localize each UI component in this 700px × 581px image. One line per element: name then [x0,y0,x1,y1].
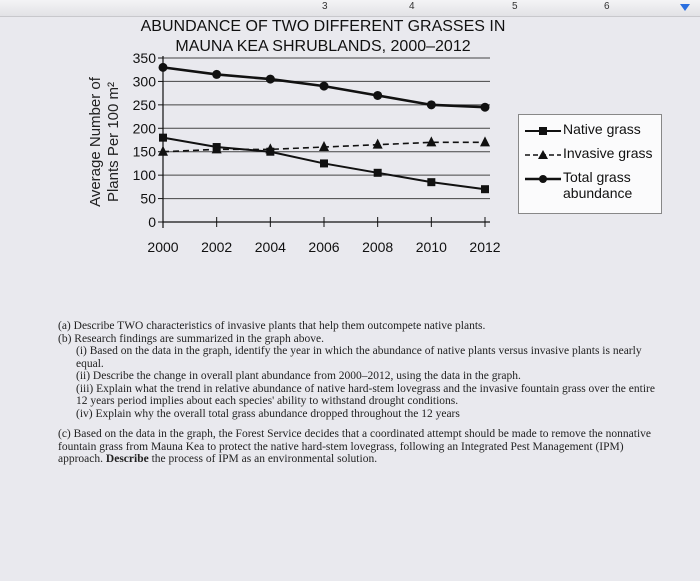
data-point-total [212,70,221,79]
y-tick-label: 0 [148,214,156,230]
question-c-describe-rest: the process of IPM as an environmental solution. [148,453,378,465]
question-c [58,428,668,466]
y-axis-label-line-1: Average Number of [87,77,104,207]
grid [163,58,490,199]
legend-label-total: Total grass abundance [563,169,633,201]
y-tick-label: 100 [132,167,156,184]
y-tick-label: 300 [132,73,156,90]
legend [518,114,662,214]
question-text [58,320,668,466]
data-point-total [159,63,168,72]
question-b-ii: (ii) Describe the change in overall plant abundance from 2000–2012, using the data in the graph. [76,370,521,382]
ruler-number: 6 [604,1,610,12]
chart-title-line-1: ABUNDANCE OF TWO DIFFERENT GRASSES IN [140,18,506,35]
data-point-invasive [319,141,329,151]
legend-item-total [523,169,632,201]
question-c-describe-keyword: Describe [105,453,149,465]
x-tick-label: 2004 [254,239,286,255]
legend-label-native: Native grass [563,121,641,137]
legend-swatch-native [523,125,563,137]
y-tick-label: 350 [132,50,156,66]
question-c-body: (c) Based on the data in the graph, the Forest Service decides that a coordinated attempt should be made to remove the nonnative fountain grass from Mauna Kea to protect the native hard-stem lovegrass, following an Integrated Pest Management (IPM) approach. [58,428,652,465]
x-tick-label: 2000 [147,239,179,255]
y-tick-label: 50 [140,190,156,207]
legend-swatch-total [523,173,563,185]
data-point-native [374,169,382,177]
question-b-i: (i) Based on the data in the graph, identify the year in which the abundance of native plants versus invasive plants is nearly equal. [76,345,642,370]
ruler-number: 5 [512,1,518,12]
x-tick-label: 2002 [201,239,233,255]
data-point-native [320,159,328,167]
legend-item-invasive [523,145,652,161]
y-axis-label-line-2: Plants Per 100 m² [105,81,122,203]
question-b: (b) Research findings are summarized in the graph above. [58,332,324,345]
tick-labels [133,50,501,255]
data-point-total [373,91,382,100]
ruler-number: 3 [322,1,328,12]
data-point-total [320,82,329,91]
x-tick-label: 2010 [415,239,447,255]
data-point-total [427,100,436,109]
question-b-iv: (iv) Explain why the overall total grass abundance dropped throughout the 12 years [76,407,460,420]
data-point-total [266,75,275,84]
y-tick-label: 250 [132,96,156,113]
data-point-total [481,103,490,112]
data-point-invasive [426,136,436,146]
data-point-native [481,185,489,193]
question-b-iii: (iii) Explain what the trend in relative abundance of native hard-stem lovegrass and the invasive fountain grass over the entire 12 years period implies about each species' ability to withstand drought conditions. [76,382,655,407]
x-tick-label: 2006 [308,239,340,255]
data-point-native [159,134,167,142]
y-tick-label: 150 [132,143,156,160]
y-tick-label: 200 [132,120,156,137]
data-point-native [427,178,435,186]
x-tick-label: 2008 [362,239,394,255]
data-point-invasive [480,136,490,146]
data-point-invasive [158,146,168,156]
chart-title-line-2: MAUNA KEA SHRUBLANDS, 2000–2012 [175,38,471,55]
legend-label-invasive: Invasive grass [563,145,653,161]
question-a: (a) Describe TWO characteristics of invasive plants that help them outcompete native plants. [58,320,486,332]
x-tick-label: 2012 [469,239,501,255]
data-point-invasive [373,139,383,149]
legend-item-native [523,121,641,137]
ruler-number: 4 [409,1,415,12]
legend-swatch-invasive [523,149,563,161]
